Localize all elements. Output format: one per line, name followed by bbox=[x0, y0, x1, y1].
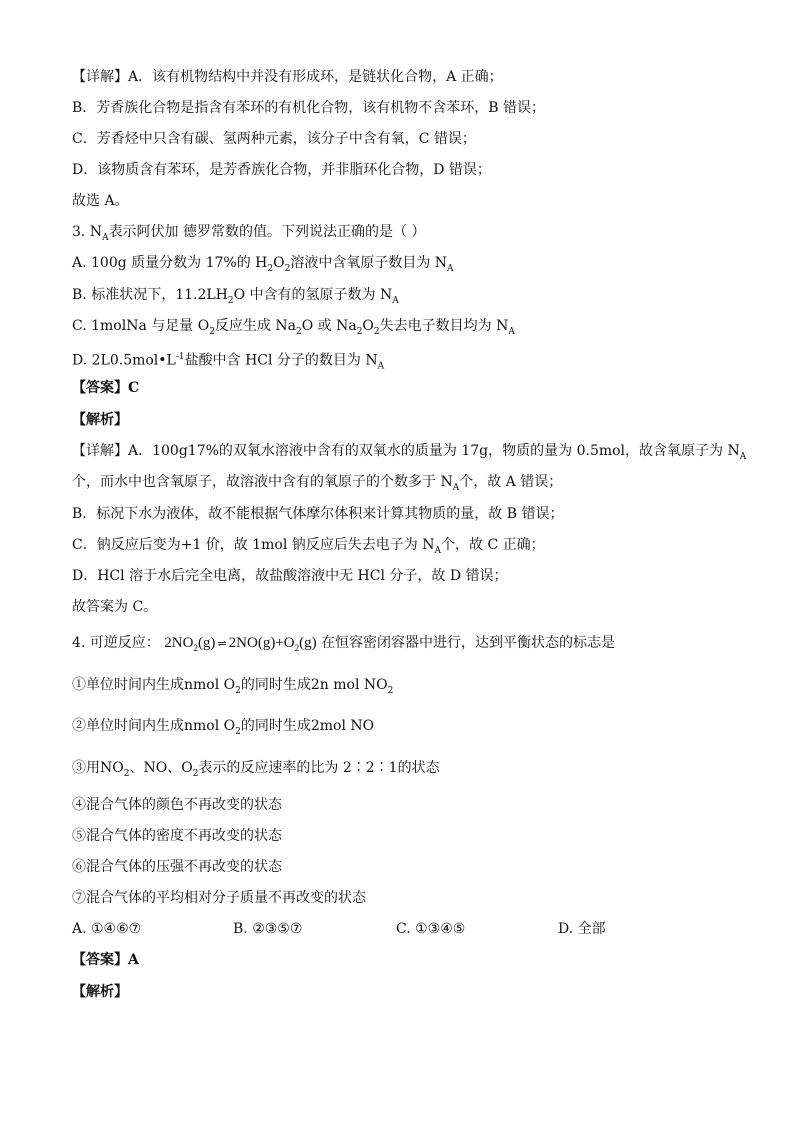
conclusion-line: 故答案为 C。 bbox=[72, 599, 158, 615]
question-3-stem: 3. $N_A$表示阿伏加 德罗常数的值。下列说法正确的是（ ） bbox=[72, 224, 426, 243]
explain-line: B．芳香族化合物是指含有苯环的有机化合物，该有机物不含苯环，B 错误； bbox=[72, 100, 546, 116]
analysis-label: 【解析】 bbox=[72, 412, 128, 428]
answer-label: 【答案】C bbox=[72, 380, 140, 396]
explain-line: 个，而水中也含氧原子，故溶液中含有的氧原子的个数多于 $N_A$个，故 A 错误； bbox=[72, 474, 563, 493]
statement-4: ④混合气体的颜色不再改变的状态 bbox=[72, 797, 282, 813]
explain-line: D．HCl 溶于水后完全电离，故盐酸溶液中无 HCl 分子，故 D 错误； bbox=[72, 568, 508, 584]
statement-1: ①单位时间内生成nmol $O_2$的同时生成2n mol $NO_2$ bbox=[72, 677, 394, 696]
explain-line: 【详解】A．该有机物结构中并没有形成环，是链状化合物，A 正确； bbox=[72, 69, 503, 85]
statement-3: ③用$NO_2$、NO、$O_2$表示的反应速率的比为 2∶2∶1的状态 bbox=[72, 760, 440, 779]
question-4-option-c: C. ①③④⑤ bbox=[396, 921, 466, 937]
answer-label: 【答案】A bbox=[72, 952, 139, 968]
question-4-option-d: D. 全部 bbox=[558, 921, 606, 937]
question-3-option-d: D. $2L0.5mol•L^{-1}$盐酸中含 HCl 分子的数目为 $N_A$ bbox=[72, 352, 385, 372]
question-4-stem: 4. 可逆反应： $2NO_2(g)$ ⇌ $2NO(g)+O_2(g)$ 在恒容密闭容器中进行，达到平衡状态的标志是 bbox=[72, 635, 616, 653]
equilibrium-arrow-icon: ⇌ bbox=[217, 637, 227, 650]
question-3-option-b: B. 标准状况下，$11.2LH_2O$ 中含有的氢原子数为 $N_A$ bbox=[72, 287, 399, 306]
analysis-label: 【解析】 bbox=[72, 984, 128, 1000]
question-4-option-b: B. ②③⑤⑦ bbox=[233, 921, 303, 937]
statement-2: ②单位时间内生成nmol $O_2$的同时生成2mol NO bbox=[72, 718, 375, 737]
statement-7: ⑦混合气体的平均相对分子质量不再改变的状态 bbox=[72, 890, 366, 906]
statement-6: ⑥混合气体的压强不再改变的状态 bbox=[72, 859, 282, 875]
explain-line: C．芳香烃中只含有碳、氢两种元素，该分子中含有氧，C 错误； bbox=[72, 131, 476, 147]
explain-line: D．该物质含有苯环，是芳香族化合物，并非脂环化合物，D 错误； bbox=[72, 162, 491, 178]
question-3-option-c: C. 1molNa 与足量 $O_2$反应生成 $Na_2O$ 或 $Na_2O_2$失去电子数目均为 $N_A$ bbox=[72, 318, 515, 337]
question-4-option-a: A. ①④⑥⑦ bbox=[72, 921, 142, 937]
explain-line: B．标况下水为液体，故不能根据气体摩尔体积来计算其物质的量，故 B 错误； bbox=[72, 506, 564, 522]
statement-5: ⑤混合气体的密度不再改变的状态 bbox=[72, 828, 282, 844]
question-3-option-a: A. 100g 质量分数为 17%的 $H_2O_2$溶液中含氧原子数目为 $N_A$ bbox=[72, 255, 454, 274]
conclusion-line: 故选 A。 bbox=[72, 193, 129, 209]
explain-line: C．钠反应后变为+1 价，故 1mol 钠反应后失去电子为 $N_A$个，故 C 正确； bbox=[72, 537, 545, 556]
explain-line: 【详解】A．100g17%的双氧水溶液中含有的双氧水的质量为 17g，物质的量为 0.5mol，故含氧原子为 $N_A$ bbox=[72, 443, 747, 462]
reaction-equation: $2NO_2(g)$ ⇌ $2NO(g)+O_2(g)$ bbox=[164, 635, 317, 653]
